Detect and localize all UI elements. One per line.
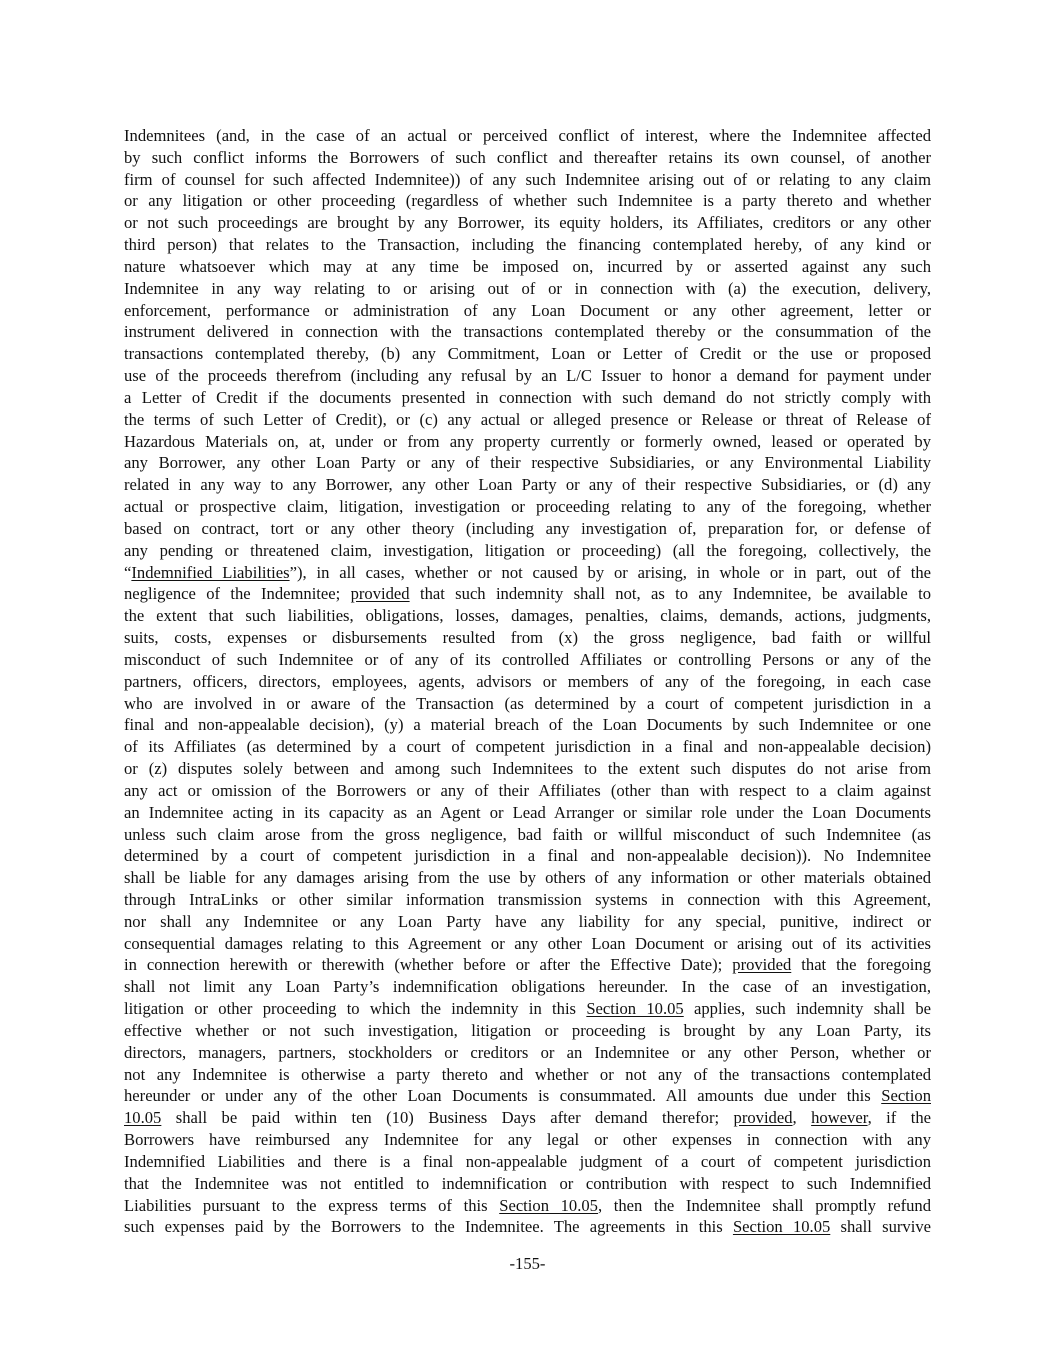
- text-line: [124, 736, 931, 758]
- text-segment: suits, costs, expenses or disbursements resulted from (x) the gross negligence, bad faith or willful: [124, 628, 931, 648]
- text-segment: a Letter of Credit if the documents presented in connection with such demand do not strictly comply with: [124, 387, 931, 407]
- underlined-term: provided: [732, 955, 792, 975]
- text-segment: or (z) disputes solely between and among such Indemnitees to the extent such disputes do not arise from: [124, 759, 931, 779]
- text-segment: related in any way to any Borrower, any other Loan Party or any of their respective Subsidiaries, or (d) any: [124, 475, 931, 495]
- underlined-term: however: [811, 1108, 868, 1128]
- text-segment: that the foregoing: [791, 955, 931, 975]
- text-line: [124, 976, 931, 998]
- text-segment: directors, managers, partners, stockholders or creditors or an Indemnitee or any other Person, whether or: [124, 1042, 931, 1062]
- text-line: [124, 780, 931, 802]
- text-segment: third person) that relates to the Transaction, including the financing contemplated hereby, of any kind or: [124, 235, 931, 255]
- text-segment: shall survive: [830, 1217, 931, 1237]
- text-segment: determined by a court of competent jurisdiction in a final and non-appealable decision)). No Indemnitee: [124, 846, 931, 866]
- text-segment: , then the Indemnitee shall promptly refund: [597, 1195, 931, 1215]
- text-segment: an Indemnitee acting in its capacity as an Agent or Lead Arranger or similar role under the Loan Documents: [124, 802, 931, 822]
- text-segment: any Borrower, any other Loan Party or any of their respective Subsidiaries, or any Environmental Liability: [124, 453, 931, 473]
- text-segment: Indemnitee in any way relating to or arising out of or in connection with (a) the execution, delivery,: [124, 278, 931, 298]
- text-line: [124, 300, 931, 322]
- text-line: [124, 1064, 931, 1086]
- text-line: [124, 1107, 931, 1129]
- text-line: [124, 627, 931, 649]
- text-segment: or any litigation or other proceeding (regardless of whether such Indemnitee is a party thereto and whether: [124, 191, 931, 211]
- text-line: [124, 605, 931, 627]
- text-segment: ,: [792, 1108, 812, 1128]
- text-segment: that such indemnity shall not, as to any Indemnitee, be available to: [409, 584, 931, 604]
- text-segment: “: [124, 562, 132, 582]
- text-line: [124, 409, 931, 431]
- text-line: [124, 1129, 931, 1151]
- text-segment: nor shall any Indemnitee or any Loan Party have any liability for any special, punitive, indirect or: [124, 911, 931, 931]
- text-line: [124, 474, 931, 496]
- text-segment: that the Indemnitee was not entitled to indemnification or contribution with respect to such Indemnified: [124, 1173, 931, 1193]
- text-line: [124, 496, 931, 518]
- text-segment: Hazardous Materials on, at, under or from any property currently or formerly owned, leased or operated by: [124, 431, 931, 451]
- text-segment: hereunder or under any of the other Loan Documents is consummated. All amounts due under this: [124, 1086, 882, 1106]
- text-segment: who are involved in or aware of the Transaction (as determined by a court of competent jurisdiction in a: [124, 693, 931, 713]
- text-segment: negligence of the Indemnitee;: [124, 584, 351, 604]
- text-line: [124, 1173, 931, 1195]
- text-segment: transactions contemplated thereby, (b) any Commitment, Loan or Letter of Credit or the use or proposed: [124, 344, 931, 364]
- text-line: [124, 212, 931, 234]
- text-line: [124, 1020, 931, 1042]
- text-segment: nature whatsoever which may at any time be imposed on, incurred by or asserted against any such: [124, 256, 931, 276]
- text-segment: litigation or other proceeding to which the indemnity in this: [124, 999, 587, 1019]
- page-number: -155-: [509, 1254, 546, 1273]
- text-line: [124, 190, 931, 212]
- text-segment: Borrowers have reimbursed any Indemnitee for any legal or other expenses in connection with any: [124, 1130, 931, 1150]
- text-segment: in connection herewith or therewith (whether before or after the Effective Date);: [124, 955, 733, 975]
- text-line: [124, 1195, 931, 1217]
- text-segment: firm of counsel for such affected Indemnitee)) of any such Indemnitee arising out of or relating to any claim: [124, 169, 931, 189]
- text-line: [124, 649, 931, 671]
- text-segment: Indemnitees (and, in the case of an actual or perceived conflict of interest, where the Indemnitee affected: [124, 126, 931, 145]
- underlined-term: Section 10.05: [586, 999, 684, 1019]
- text-segment: unless such claim arose from the gross negligence, bad faith or willful misconduct of such Indemnitee (as: [124, 824, 931, 844]
- text-segment: final and non-appealable decision), (y) a material breach of the Loan Documents by such Indemnitee or one: [124, 715, 931, 735]
- underlined-term: Section 10.05: [732, 1217, 831, 1237]
- text-line: [124, 452, 931, 474]
- text-line: [124, 911, 931, 933]
- text-segment: partners, officers, directors, employees, agents, advisors or members of any of the foregoing, in each case: [124, 671, 931, 691]
- text-segment: effective whether or not such investigation, litigation or proceeding is brought by any Loan Party, its: [124, 1020, 931, 1040]
- text-segment: such expenses paid by the Borrowers to the Indemnitee. The agreements in this: [124, 1217, 733, 1237]
- underlined-term: Section 10.05: [499, 1195, 598, 1215]
- text-line: [124, 365, 931, 387]
- text-segment: any pending or threatened claim, investigation, litigation or proceeding) (all the foregoing, collectively, the: [124, 540, 931, 560]
- text-segment: shall be paid within ten (10) Business Days after demand therefor;: [161, 1108, 734, 1128]
- text-segment: shall be liable for any damages arising from the use by others of any information or other materials obtained: [124, 868, 931, 888]
- text-line: [124, 387, 931, 409]
- text-segment: ”), in all cases, whether or not caused by or arising, in whole or in part, out of the: [289, 562, 931, 582]
- text-line: [124, 278, 931, 300]
- text-line: [124, 518, 931, 540]
- text-segment: misconduct of such Indemnitee or of any of its controlled Affiliates or controlling Persons or any of the: [124, 649, 931, 669]
- underlined-term: provided: [733, 1108, 793, 1128]
- underlined-term: Section: [881, 1086, 931, 1106]
- text-line: [124, 1151, 931, 1173]
- body-paragraph: [124, 125, 931, 1238]
- text-line: [124, 889, 931, 911]
- text-line: [124, 147, 931, 169]
- text-segment: through IntraLinks or other similar information transmission systems in connection with this Agreement,: [124, 889, 931, 909]
- text-line: [124, 256, 931, 278]
- text-line: [124, 125, 931, 147]
- text-segment: shall not limit any Loan Party’s indemnification obligations hereunder. In the case of an investigation,: [124, 977, 931, 997]
- text-line: [124, 321, 931, 343]
- text-line: [124, 802, 931, 824]
- text-segment: any act or omission of the Borrowers or any of their Affiliates (other than with respect to a claim against: [124, 780, 931, 800]
- text-segment: Liabilities pursuant to the express terms of this: [124, 1195, 500, 1215]
- text-segment: or not such proceedings are brought by any Borrower, its equity holders, its Affiliates, creditors or any other: [124, 213, 931, 233]
- text-segment: not any Indemnitee is otherwise a party thereto and whether or not any of the transactions contemplated: [124, 1064, 931, 1084]
- underlined-term: 10.05: [124, 1108, 162, 1128]
- text-line: [124, 867, 931, 889]
- text-line: [124, 1085, 931, 1107]
- text-segment: actual or prospective claim, litigation, investigation or proceeding relating to any of the foregoing, whether: [124, 497, 931, 517]
- text-line: [124, 583, 931, 605]
- text-line: [124, 954, 931, 976]
- text-line: [124, 431, 931, 453]
- underlined-term: Indemnified Liabilities: [131, 562, 290, 582]
- text-segment: the terms of such Letter of Credit), or (c) any actual or alleged presence or Release or threat of Release of: [124, 409, 931, 429]
- text-line: [124, 671, 931, 693]
- text-segment: consequential damages relating to this Agreement or any other Loan Document or arising out of its activities: [124, 933, 931, 953]
- underlined-term: provided: [350, 584, 410, 604]
- text-line: [124, 845, 931, 867]
- text-segment: the extent that such liabilities, obligations, losses, damages, penalties, claims, demands, actions, judgments,: [124, 606, 931, 626]
- text-segment: by such conflict informs the Borrowers of such conflict and thereafter retains its own counsel, of another: [124, 147, 931, 167]
- text-segment: applies, such indemnity shall be: [683, 999, 931, 1019]
- text-line: [124, 714, 931, 736]
- text-line: [124, 693, 931, 715]
- text-line: [124, 758, 931, 780]
- text-segment: Indemnified Liabilities and there is a final non-appealable judgment of a court of competent jurisdiction: [124, 1151, 931, 1171]
- text-line: [124, 1042, 931, 1064]
- text-line: [124, 998, 931, 1020]
- text-line: [124, 169, 931, 191]
- text-line: [124, 562, 931, 584]
- text-segment: based on contract, tort or any other theory (including any investigation of, preparation for, or defense of: [124, 518, 931, 538]
- text-line: [124, 933, 931, 955]
- text-segment: , if the: [867, 1108, 931, 1128]
- text-segment: instrument delivered in connection with the transactions contemplated thereby or the consummation of the: [124, 322, 931, 342]
- text-segment: of its Affiliates (as determined by a court of competent jurisdiction in a final and non-appealable decision): [124, 737, 931, 757]
- text-line: [124, 1216, 931, 1238]
- text-segment: use of the proceeds therefrom (including any refusal by an L/C Issuer to honor a demand for payment under: [124, 366, 931, 386]
- text-line: [124, 540, 931, 562]
- text-line: [124, 824, 931, 846]
- text-line: [124, 234, 931, 256]
- text-line: [124, 343, 931, 365]
- text-segment: enforcement, performance or administration of any Loan Document or any other agreement, letter or: [124, 300, 931, 320]
